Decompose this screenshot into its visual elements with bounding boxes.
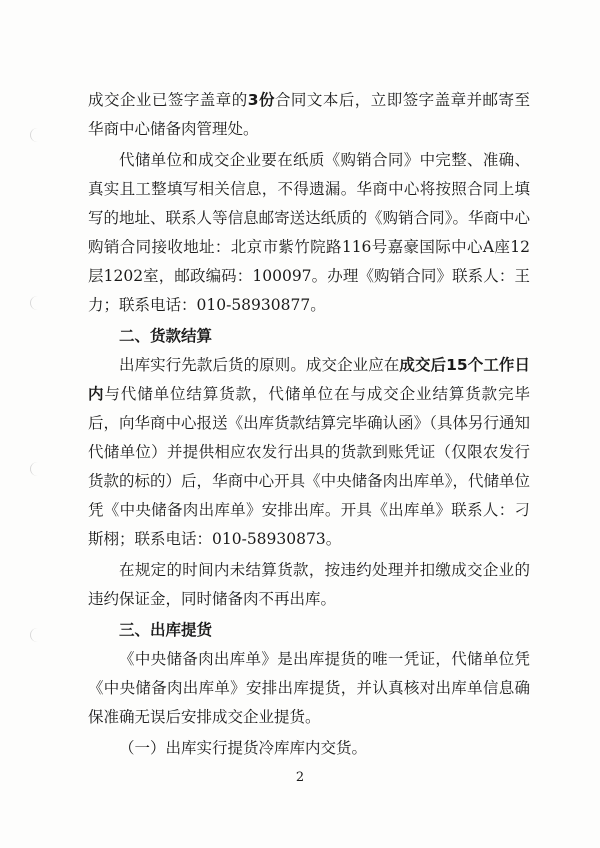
paragraph-text: 二、货款结算 [119,327,213,345]
binding-mark [30,462,45,476]
body-paragraph [88,86,530,144]
binding-mark [30,296,45,310]
paragraph-text: 三、出库提货 [119,621,213,639]
paragraph-text: 合同文本后，立即签字盖章并邮寄至华商中心储备肉管理处。 [88,91,530,138]
section-heading [88,616,530,645]
document-body [88,86,530,765]
paragraph-text: 《中央储备肉出库单》是出库提货的唯一凭证，代储单位凭《中央储备肉出库单》安排出库提货，并认真核对出库单信息确保准确无误后安排成交企业提货。 [88,650,530,726]
binding-mark [30,628,45,642]
paragraph-text: 成交企业已签字盖章的 [88,91,248,109]
bold-text: 3份 [247,91,275,109]
paragraph-text: （一）出库实行提货冷库库内交货。 [119,739,368,757]
page-number: 2 [295,770,305,785]
paragraph-text: 与代储单位结算货款，代储单位在与成交企业结算货款完毕后，向华商中心报送《出库货款结算完毕确认函》（具体另行通知代储单位）并提供相应农发行出具的货款到账凭证（仅限农发行货款的标的）后，华商中心开具《中央储备肉出库单》，代储单位凭《中央储备肉出库单》安排出库。开具《出库单》联系人：刁斯栩；联系电话：010-58930873。 [88,385,530,548]
bold-text: 成交后15个工作日内 [88,356,530,403]
body-paragraph [88,146,530,320]
section-heading [88,322,530,351]
body-paragraph [88,556,530,614]
body-paragraph [88,351,530,554]
paragraph-text: 代储单位和成交企业要在纸质《购销合同》中完整、准确、真实且工整填写相关信息，不得遗漏。华商中心将按照合同上填写的地址、联系人等信息邮寄送达纸质的《购销合同》。华商中心购销合同接收地址：北京市紫竹院路116号嘉豪国际中心A座12层1202室，邮政编码：100097。办理《购销合同》联系人：王力；联系电话：010-58930877。 [88,151,530,314]
binding-mark [30,128,45,142]
paragraph-text: 在规定的时间内未结算货款，按违约处理并扣缴成交企业的违约保证金，同时储备肉不再出库。 [88,561,530,608]
paragraph-text: 出库实行先款后货的原则。成交企业应在 [119,356,400,374]
body-paragraph [88,645,530,732]
body-paragraph [88,734,530,763]
